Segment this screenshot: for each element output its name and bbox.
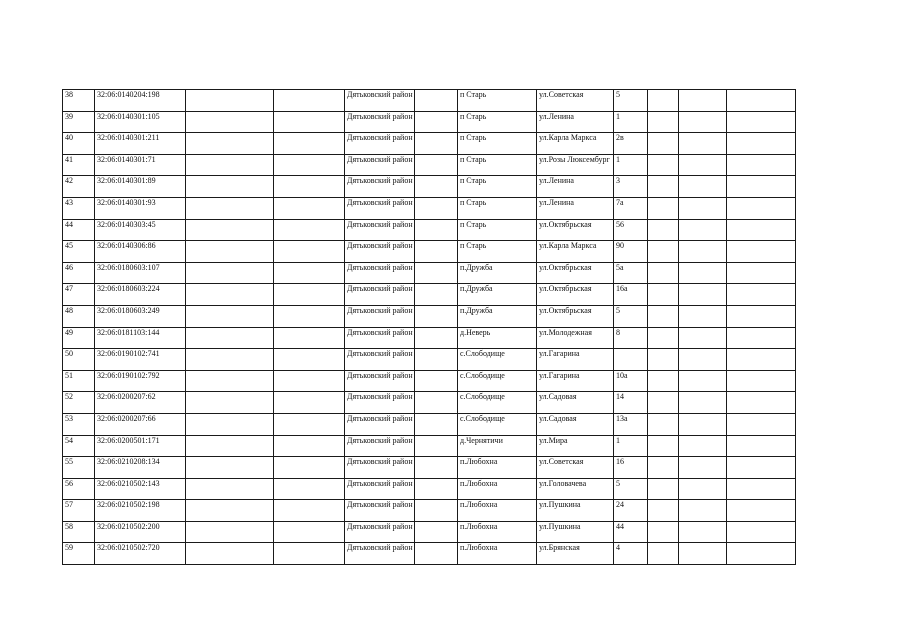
- district-cell: Дятьковский район: [345, 241, 415, 263]
- row-number-cell: 48: [63, 305, 95, 327]
- house-number-cell: 16: [614, 457, 648, 479]
- empty-cell: [679, 197, 727, 219]
- table-row: [63, 241, 796, 263]
- empty-cell: [186, 219, 274, 241]
- empty-cell: [274, 241, 345, 263]
- empty-cell: [186, 478, 274, 500]
- row-number-cell: 39: [63, 111, 95, 133]
- district-cell: Дятьковский район: [345, 457, 415, 479]
- empty-cell: [679, 478, 727, 500]
- empty-cell: [727, 500, 796, 522]
- district-cell: Дятьковский район: [345, 176, 415, 198]
- district-cell: Дятьковский район: [345, 305, 415, 327]
- empty-cell: [186, 197, 274, 219]
- house-number-cell: 5: [614, 478, 648, 500]
- empty-cell: [186, 133, 274, 155]
- cadastral-number-cell: 32:06:0140301:211: [95, 133, 186, 155]
- district-cell: Дятьковский район: [345, 521, 415, 543]
- empty-cell: [679, 370, 727, 392]
- row-number-cell: 55: [63, 457, 95, 479]
- street-cell: ул.Советская: [537, 457, 614, 479]
- table-row: [63, 370, 796, 392]
- empty-cell: [679, 284, 727, 306]
- table-row: [63, 500, 796, 522]
- empty-cell: [415, 457, 458, 479]
- empty-cell: [648, 111, 679, 133]
- house-number-cell: 16а: [614, 284, 648, 306]
- district-cell: Дятьковский район: [345, 327, 415, 349]
- house-number-cell: 14: [614, 392, 648, 414]
- settlement-cell: п.Дружба: [458, 284, 537, 306]
- house-number-cell: 1: [614, 435, 648, 457]
- table-row: [63, 413, 796, 435]
- empty-cell: [274, 435, 345, 457]
- cadastral-number-cell: 32:06:0140306:86: [95, 241, 186, 263]
- district-cell: Дятьковский район: [345, 197, 415, 219]
- empty-cell: [186, 435, 274, 457]
- empty-cell: [727, 478, 796, 500]
- street-cell: ул.Гагарина: [537, 370, 614, 392]
- empty-cell: [727, 154, 796, 176]
- empty-cell: [415, 435, 458, 457]
- table-row: [63, 176, 796, 198]
- empty-cell: [274, 543, 345, 565]
- empty-cell: [679, 305, 727, 327]
- table-row: [63, 521, 796, 543]
- settlement-cell: п Старь: [458, 133, 537, 155]
- cadastral-number-cell: 32:06:0180603:224: [95, 284, 186, 306]
- table-row: [63, 435, 796, 457]
- district-cell: Дятьковский район: [345, 154, 415, 176]
- empty-cell: [415, 543, 458, 565]
- empty-cell: [679, 176, 727, 198]
- house-number-cell: 5: [614, 90, 648, 112]
- row-number-cell: 53: [63, 413, 95, 435]
- empty-cell: [679, 262, 727, 284]
- house-number-cell: 2в: [614, 133, 648, 155]
- empty-cell: [274, 262, 345, 284]
- cadastral-number-cell: 32:06:0200207:62: [95, 392, 186, 414]
- table-row: [63, 90, 796, 112]
- row-number-cell: 46: [63, 262, 95, 284]
- empty-cell: [727, 305, 796, 327]
- row-number-cell: 56: [63, 478, 95, 500]
- empty-cell: [186, 305, 274, 327]
- settlement-cell: п Старь: [458, 90, 537, 112]
- house-number-cell: 7а: [614, 197, 648, 219]
- street-cell: ул.Ленина: [537, 111, 614, 133]
- empty-cell: [727, 197, 796, 219]
- street-cell: ул.Пушкина: [537, 521, 614, 543]
- row-number-cell: 41: [63, 154, 95, 176]
- house-number-cell: 8: [614, 327, 648, 349]
- row-number-cell: 59: [63, 543, 95, 565]
- empty-cell: [679, 133, 727, 155]
- empty-cell: [415, 262, 458, 284]
- street-cell: ул.Садовая: [537, 413, 614, 435]
- empty-cell: [679, 90, 727, 112]
- settlement-cell: с.Слободище: [458, 413, 537, 435]
- house-number-cell: 4: [614, 543, 648, 565]
- empty-cell: [274, 133, 345, 155]
- empty-cell: [727, 543, 796, 565]
- empty-cell: [415, 176, 458, 198]
- empty-cell: [679, 392, 727, 414]
- settlement-cell: п Старь: [458, 111, 537, 133]
- empty-cell: [415, 500, 458, 522]
- district-cell: Дятьковский район: [345, 133, 415, 155]
- empty-cell: [727, 262, 796, 284]
- house-number-cell: 5: [614, 305, 648, 327]
- table-row: [63, 111, 796, 133]
- cadastral-number-cell: 32:06:0140301:71: [95, 154, 186, 176]
- district-cell: Дятьковский район: [345, 478, 415, 500]
- settlement-cell: п.Любохна: [458, 478, 537, 500]
- district-cell: Дятьковский район: [345, 90, 415, 112]
- empty-cell: [648, 90, 679, 112]
- empty-cell: [648, 154, 679, 176]
- empty-cell: [415, 111, 458, 133]
- empty-cell: [679, 543, 727, 565]
- table-row: [63, 349, 796, 371]
- district-cell: Дятьковский район: [345, 262, 415, 284]
- empty-cell: [648, 197, 679, 219]
- row-number-cell: 49: [63, 327, 95, 349]
- cadastral-number-cell: 32:06:0200501:171: [95, 435, 186, 457]
- cadastral-number-cell: 32:06:0210502:200: [95, 521, 186, 543]
- street-cell: ул.Октябрьская: [537, 305, 614, 327]
- settlement-cell: п.Любохна: [458, 543, 537, 565]
- street-cell: ул.Ленина: [537, 176, 614, 198]
- empty-cell: [186, 543, 274, 565]
- street-cell: ул.Октябрьская: [537, 219, 614, 241]
- empty-cell: [648, 500, 679, 522]
- empty-cell: [727, 457, 796, 479]
- settlement-cell: п Старь: [458, 241, 537, 263]
- house-number-cell: 10а: [614, 370, 648, 392]
- row-number-cell: 58: [63, 521, 95, 543]
- house-number-cell: 1: [614, 154, 648, 176]
- empty-cell: [186, 370, 274, 392]
- table-row: [63, 392, 796, 414]
- empty-cell: [274, 284, 345, 306]
- settlement-cell: д.Неверь: [458, 327, 537, 349]
- empty-cell: [415, 392, 458, 414]
- settlement-cell: с.Слободище: [458, 392, 537, 414]
- empty-cell: [679, 327, 727, 349]
- district-cell: Дятьковский район: [345, 370, 415, 392]
- house-number-cell: [614, 349, 648, 371]
- row-number-cell: 38: [63, 90, 95, 112]
- empty-cell: [415, 219, 458, 241]
- empty-cell: [727, 349, 796, 371]
- empty-cell: [679, 521, 727, 543]
- district-cell: Дятьковский район: [345, 543, 415, 565]
- empty-cell: [679, 413, 727, 435]
- street-cell: ул.Пушкина: [537, 500, 614, 522]
- street-cell: ул.Садовая: [537, 392, 614, 414]
- empty-cell: [274, 305, 345, 327]
- empty-cell: [186, 500, 274, 522]
- table-row: [63, 457, 796, 479]
- settlement-cell: с.Слободище: [458, 349, 537, 371]
- district-cell: Дятьковский район: [345, 349, 415, 371]
- empty-cell: [727, 133, 796, 155]
- cadastral-number-cell: 32:06:0210208:134: [95, 457, 186, 479]
- empty-cell: [648, 133, 679, 155]
- empty-cell: [186, 176, 274, 198]
- settlement-cell: п.Дружба: [458, 262, 537, 284]
- empty-cell: [186, 327, 274, 349]
- settlement-cell: п Старь: [458, 154, 537, 176]
- empty-cell: [679, 241, 727, 263]
- empty-cell: [648, 392, 679, 414]
- cadastral-number-cell: 32:06:0200207:66: [95, 413, 186, 435]
- street-cell: ул.Карла Маркса: [537, 241, 614, 263]
- cadastral-number-cell: 32:06:0140301:89: [95, 176, 186, 198]
- street-cell: ул.Советская: [537, 90, 614, 112]
- table-row: [63, 478, 796, 500]
- house-number-cell: 90: [614, 241, 648, 263]
- empty-cell: [727, 90, 796, 112]
- empty-cell: [679, 154, 727, 176]
- settlement-cell: д.Чернятичи: [458, 435, 537, 457]
- house-number-cell: 5а: [614, 262, 648, 284]
- settlement-cell: п.Любохна: [458, 457, 537, 479]
- empty-cell: [415, 154, 458, 176]
- district-cell: Дятьковский район: [345, 219, 415, 241]
- empty-cell: [186, 262, 274, 284]
- empty-cell: [274, 197, 345, 219]
- empty-cell: [727, 392, 796, 414]
- settlement-cell: п Старь: [458, 219, 537, 241]
- house-number-cell: 1: [614, 111, 648, 133]
- row-number-cell: 50: [63, 349, 95, 371]
- table-row: [63, 305, 796, 327]
- cadastral-number-cell: 32:06:0180603:107: [95, 262, 186, 284]
- house-number-cell: 44: [614, 521, 648, 543]
- empty-cell: [648, 457, 679, 479]
- house-number-cell: 24: [614, 500, 648, 522]
- street-cell: ул.Гагарина: [537, 349, 614, 371]
- empty-cell: [727, 435, 796, 457]
- empty-cell: [274, 111, 345, 133]
- empty-cell: [274, 327, 345, 349]
- empty-cell: [186, 413, 274, 435]
- empty-cell: [648, 478, 679, 500]
- empty-cell: [648, 176, 679, 198]
- empty-cell: [648, 521, 679, 543]
- row-number-cell: 40: [63, 133, 95, 155]
- district-cell: Дятьковский район: [345, 435, 415, 457]
- district-cell: Дятьковский район: [345, 284, 415, 306]
- street-cell: ул.Октябрьская: [537, 262, 614, 284]
- cadastral-number-cell: 32:06:0190102:741: [95, 349, 186, 371]
- empty-cell: [186, 392, 274, 414]
- district-cell: Дятьковский район: [345, 392, 415, 414]
- house-number-cell: 3: [614, 176, 648, 198]
- table-row: [63, 262, 796, 284]
- row-number-cell: 42: [63, 176, 95, 198]
- empty-cell: [415, 90, 458, 112]
- empty-cell: [415, 197, 458, 219]
- empty-cell: [648, 284, 679, 306]
- empty-cell: [274, 500, 345, 522]
- empty-cell: [679, 500, 727, 522]
- empty-cell: [727, 413, 796, 435]
- cadastral-number-cell: 32:06:0140303:45: [95, 219, 186, 241]
- empty-cell: [274, 176, 345, 198]
- empty-cell: [648, 543, 679, 565]
- empty-cell: [415, 349, 458, 371]
- cadastral-number-cell: 32:06:0210502:198: [95, 500, 186, 522]
- street-cell: ул.Брянская: [537, 543, 614, 565]
- empty-cell: [415, 413, 458, 435]
- row-number-cell: 51: [63, 370, 95, 392]
- empty-cell: [415, 327, 458, 349]
- street-cell: ул.Октябрьская: [537, 284, 614, 306]
- cadastral-number-cell: 32:06:0140301:93: [95, 197, 186, 219]
- settlement-cell: п Старь: [458, 176, 537, 198]
- empty-cell: [648, 413, 679, 435]
- street-cell: ул.Головачева: [537, 478, 614, 500]
- district-cell: Дятьковский район: [345, 111, 415, 133]
- empty-cell: [648, 241, 679, 263]
- empty-cell: [679, 457, 727, 479]
- empty-cell: [274, 521, 345, 543]
- empty-cell: [274, 349, 345, 371]
- cadastral-number-cell: 32:06:0181103:144: [95, 327, 186, 349]
- settlement-cell: п.Любохна: [458, 500, 537, 522]
- empty-cell: [415, 305, 458, 327]
- district-cell: Дятьковский район: [345, 500, 415, 522]
- street-cell: ул.Мира: [537, 435, 614, 457]
- table-row: [63, 327, 796, 349]
- settlement-cell: п.Дружба: [458, 305, 537, 327]
- empty-cell: [679, 219, 727, 241]
- empty-cell: [648, 349, 679, 371]
- empty-cell: [274, 90, 345, 112]
- empty-cell: [415, 370, 458, 392]
- empty-cell: [186, 284, 274, 306]
- row-number-cell: 47: [63, 284, 95, 306]
- house-number-cell: 13а: [614, 413, 648, 435]
- row-number-cell: 54: [63, 435, 95, 457]
- table-row: [63, 133, 796, 155]
- table-row: [63, 543, 796, 565]
- empty-cell: [727, 370, 796, 392]
- empty-cell: [186, 90, 274, 112]
- empty-cell: [415, 241, 458, 263]
- row-number-cell: 44: [63, 219, 95, 241]
- empty-cell: [727, 111, 796, 133]
- settlement-cell: с.Слободище: [458, 370, 537, 392]
- empty-cell: [274, 478, 345, 500]
- empty-cell: [186, 349, 274, 371]
- row-number-cell: 43: [63, 197, 95, 219]
- cadastral-number-cell: 32:06:0180603:249: [95, 305, 186, 327]
- settlement-cell: п.Любохна: [458, 521, 537, 543]
- empty-cell: [274, 154, 345, 176]
- empty-cell: [648, 305, 679, 327]
- row-number-cell: 52: [63, 392, 95, 414]
- row-number-cell: 57: [63, 500, 95, 522]
- registry-table: [62, 89, 796, 565]
- table-row: [63, 154, 796, 176]
- table-row: [63, 219, 796, 241]
- house-number-cell: 56: [614, 219, 648, 241]
- table-body: [63, 90, 796, 565]
- empty-cell: [415, 521, 458, 543]
- empty-cell: [274, 392, 345, 414]
- empty-cell: [727, 327, 796, 349]
- empty-cell: [648, 327, 679, 349]
- empty-cell: [274, 457, 345, 479]
- cadastral-number-cell: 32:06:0140301:105: [95, 111, 186, 133]
- empty-cell: [274, 219, 345, 241]
- empty-cell: [274, 413, 345, 435]
- cadastral-number-cell: 32:06:0210502:720: [95, 543, 186, 565]
- empty-cell: [648, 435, 679, 457]
- empty-cell: [415, 478, 458, 500]
- district-cell: Дятьковский район: [345, 413, 415, 435]
- empty-cell: [274, 370, 345, 392]
- empty-cell: [186, 521, 274, 543]
- empty-cell: [727, 176, 796, 198]
- empty-cell: [648, 219, 679, 241]
- cadastral-number-cell: 32:06:0190102:792: [95, 370, 186, 392]
- empty-cell: [679, 349, 727, 371]
- empty-cell: [727, 219, 796, 241]
- table-row: [63, 197, 796, 219]
- cadastral-number-cell: 32:06:0210502:143: [95, 478, 186, 500]
- cadastral-number-cell: 32:06:0140204:198: [95, 90, 186, 112]
- empty-cell: [727, 241, 796, 263]
- empty-cell: [186, 457, 274, 479]
- empty-cell: [186, 154, 274, 176]
- empty-cell: [679, 435, 727, 457]
- street-cell: ул.Розы Люксембург: [537, 154, 614, 176]
- empty-cell: [415, 133, 458, 155]
- empty-cell: [727, 284, 796, 306]
- empty-cell: [186, 111, 274, 133]
- empty-cell: [648, 262, 679, 284]
- empty-cell: [648, 370, 679, 392]
- settlement-cell: п Старь: [458, 197, 537, 219]
- table-row: [63, 284, 796, 306]
- empty-cell: [727, 521, 796, 543]
- row-number-cell: 45: [63, 241, 95, 263]
- empty-cell: [415, 284, 458, 306]
- empty-cell: [186, 241, 274, 263]
- street-cell: ул.Карла Маркса: [537, 133, 614, 155]
- street-cell: ул.Ленина: [537, 197, 614, 219]
- empty-cell: [679, 111, 727, 133]
- street-cell: ул.Молодежная: [537, 327, 614, 349]
